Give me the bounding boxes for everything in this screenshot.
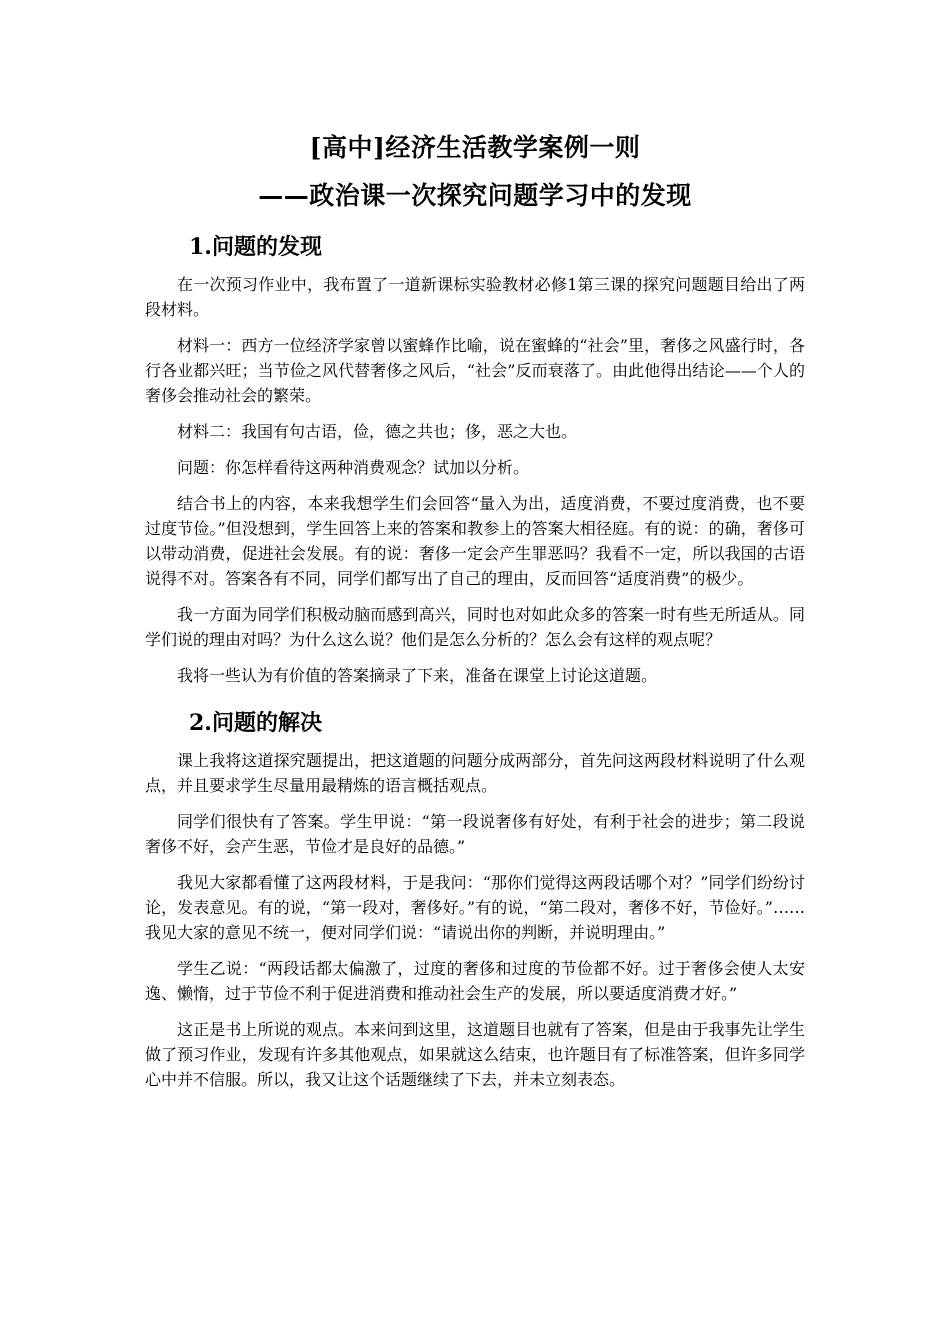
section-solution: [145, 708, 805, 1092]
paragraph: 学生乙说：“两段话都太偏激了，过度的奢侈和过度的节俭都不好。过于奢侈会使人太安逸、懒惰，过于节俭不利于促进消费和推动社会生产的发展，所以要适度消费才好。”: [145, 959, 805, 1003]
paragraph: 课上我将这道探究题提出，把这道题的问题分成两部分，首先问这两段材料说明了什么观点，并且要求学生尽量用最精炼的语言概括观点。: [145, 751, 805, 795]
paragraph: 问题：你怎样看待这两种消费观念？试加以分析。: [177, 458, 530, 477]
paragraph: 材料一：西方一位经济学家曾以蜜蜂作比喻，说在蜜蜂的“社会”里，奢侈之风盛行时，各行各业都兴旺；当节俭之风代替奢侈之风后，“社会”反而衰落了。由此他得出结论——个人的奢侈会推动社会的繁荣。: [145, 336, 805, 405]
paragraph: 结合书上的内容，本来我想学生们会回答“量入为出，适度消费，不要过度消费，也不要过度节俭。”但没想到，学生回答上来的答案和教参上的答案大相径庭。有的说：的确，奢侈可以带动消费，促进社会发展。有的说：奢侈一定会产生罪恶吗？我看不一定，所以我国的古语说得不对。答案各有不同，同学们都写出了自己的理由，反而回答“适度消费”的极少。: [145, 494, 805, 588]
document-title: [高中]经济生活教学案例一则: [309, 133, 641, 162]
section-heading: 2.问题的解决: [189, 710, 322, 736]
paragraph: 这正是书上所说的观点。本来问到这里，这道题目也就有了答案，但是由于我事先让学生做了预习作业，发现有许多其他观点，如果就这么结束，也许题目有了标准答案，但许多同学心中并不信服。所以，我又让这个话题继续了下去，并未立刻表态。: [145, 1020, 805, 1089]
paragraph: 我见大家都看懂了这两段材料，于是我问：“那你们觉得这两段话哪个对？”同学们纷纷讨论，发表意见。有的说，“第一段对，奢侈好。”有的说，“第二段对，奢侈不好，节俭好。”……我见大家的意见不统一，便对同学们说：“请说出你的判断，并说明理由。”: [145, 873, 805, 942]
document-subtitle: ——政治课一次探究问题学习中的发现: [258, 181, 692, 210]
section-heading: 1.问题的发现: [189, 234, 322, 260]
paragraph: 我一方面为同学们积极动脑而感到高兴，同时也对如此众多的答案一时有些无所适从。同学们说的理由对吗？为什么这么说？他们是怎么分析的？怎么会有这样的观点呢？: [145, 605, 805, 649]
section-discovery: [145, 232, 805, 688]
paragraph: 同学们很快有了答案。学生甲说：“第一段说奢侈有好处，有利于社会的进步；第二段说奢侈不好，会产生恶，节俭才是良好的品德。”: [145, 812, 805, 856]
paragraph: 我将一些认为有价值的答案摘录了下来，准备在课堂上讨论这道题。: [177, 666, 658, 685]
paragraph: 在一次预习作业中，我布置了一道新课标实验教材必修1第三课的探究问题题目给出了两段材料。: [145, 275, 805, 319]
paragraph: 材料二：我国有句古语，俭，德之共也；侈，恶之大也。: [177, 422, 578, 441]
